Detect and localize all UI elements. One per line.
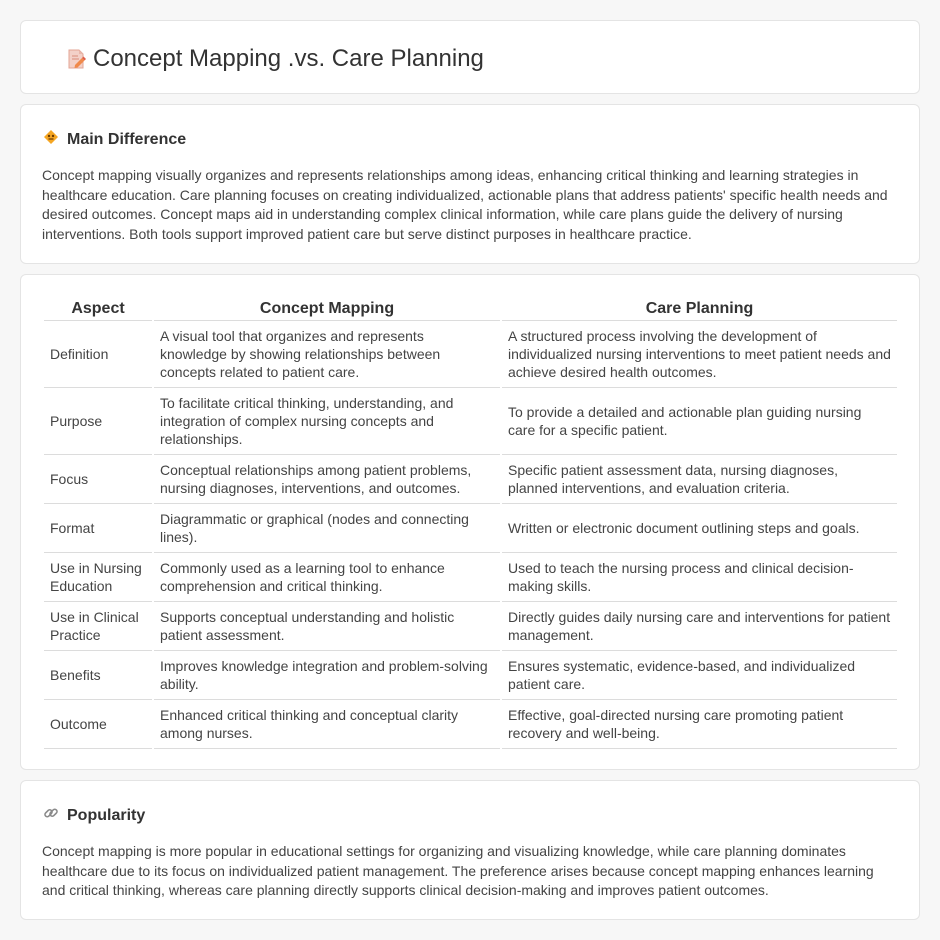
popularity-card bbox=[20, 780, 920, 920]
table-row bbox=[44, 321, 897, 388]
aspect-cell: Purpose bbox=[44, 388, 152, 455]
care-planning-cell: A structured process involving the development of individualized nursing interventions to meet patient needs and achieve desired health outcomes. bbox=[502, 321, 897, 388]
main-difference-heading bbox=[43, 129, 186, 150]
care-planning-cell: Written or electronic document outlining steps and goals. bbox=[502, 504, 897, 553]
aspect-cell: Use in Nursing Education bbox=[44, 553, 152, 602]
concept-mapping-cell: Commonly used as a learning tool to enhance comprehension and critical thinking. bbox=[154, 553, 500, 602]
care-planning-cell: Directly guides daily nursing care and interventions for patient management. bbox=[502, 602, 897, 651]
column-header-care-planning: Care Planning bbox=[502, 295, 897, 321]
care-planning-cell: To provide a detailed and actionable plan guiding nursing care for a specific patient. bbox=[502, 388, 897, 455]
aspect-cell: Focus bbox=[44, 455, 152, 504]
concept-mapping-cell: Supports conceptual understanding and holistic patient assessment. bbox=[154, 602, 500, 651]
care-planning-cell: Specific patient assessment data, nursing diagnoses, planned interventions, and evaluation criteria. bbox=[502, 455, 897, 504]
concept-mapping-cell: Conceptual relationships among patient problems, nursing diagnoses, interventions, and outcomes. bbox=[154, 455, 500, 504]
concept-mapping-cell: A visual tool that organizes and represents knowledge by showing relationships between concepts related to patient care. bbox=[154, 321, 500, 388]
care-planning-cell: Effective, goal-directed nursing care promoting patient recovery and well-being. bbox=[502, 700, 897, 749]
comparison-card bbox=[20, 274, 920, 770]
page-title: Concept Mapping .vs. Care Planning bbox=[93, 45, 484, 72]
table-header-row bbox=[44, 295, 897, 321]
link-icon bbox=[43, 805, 59, 826]
header-card bbox=[20, 20, 920, 94]
column-header-aspect: Aspect bbox=[44, 295, 152, 321]
main-difference-title: Main Difference bbox=[67, 130, 187, 148]
popularity-title: Popularity bbox=[67, 806, 146, 824]
popularity-heading bbox=[43, 805, 145, 826]
aspect-cell: Use in Clinical Practice bbox=[44, 602, 152, 651]
popularity-text: Concept mapping is more popular in educational settings for organizing and visualizing knowledge, while care planning dominates healthcare due to its focus on individualized patient management. The preference arises because concept mapping enhances learning and critical thinking, whereas care planning directly supports clinical decision-making and improves patient outcomes. bbox=[42, 843, 874, 898]
table-row bbox=[44, 455, 897, 504]
main-difference-card bbox=[20, 104, 920, 264]
concept-mapping-cell: Diagrammatic or graphical (nodes and connecting lines). bbox=[154, 504, 500, 553]
comparison-table bbox=[42, 295, 899, 749]
main-difference-text: Concept mapping visually organizes and represents relationships among ideas, enhancing critical thinking and learning strategies in healthcare education. Care planning focuses on creating individualized, actionable plans that address patients' specific health needs and desired outcomes. Concept maps aid in understanding complex clinical information, while care plans guide the delivery of nursing interventions. Both tools support improved patient care but serve distinct purposes in healthcare practice. bbox=[42, 167, 888, 242]
diamond-sign-icon bbox=[43, 129, 59, 150]
table-row bbox=[44, 553, 897, 602]
care-planning-cell: Ensures systematic, evidence-based, and individualized patient care. bbox=[502, 651, 897, 700]
table-row bbox=[44, 504, 897, 553]
column-header-concept-mapping: Concept Mapping bbox=[154, 295, 500, 321]
concept-mapping-cell: Enhanced critical thinking and conceptual clarity among nurses. bbox=[154, 700, 500, 749]
aspect-cell: Benefits bbox=[44, 651, 152, 700]
concept-mapping-cell: Improves knowledge integration and problem-solving ability. bbox=[154, 651, 500, 700]
care-planning-cell: Used to teach the nursing process and clinical decision-making skills. bbox=[502, 553, 897, 602]
table-row bbox=[44, 602, 897, 651]
aspect-cell: Outcome bbox=[44, 700, 152, 749]
table-row bbox=[44, 651, 897, 700]
document-pencil-icon bbox=[67, 48, 87, 70]
table-row bbox=[44, 388, 897, 455]
aspect-cell: Format bbox=[44, 504, 152, 553]
table-row bbox=[44, 700, 897, 749]
aspect-cell: Definition bbox=[44, 321, 152, 388]
concept-mapping-cell: To facilitate critical thinking, understanding, and integration of complex nursing concepts and relationships. bbox=[154, 388, 500, 455]
